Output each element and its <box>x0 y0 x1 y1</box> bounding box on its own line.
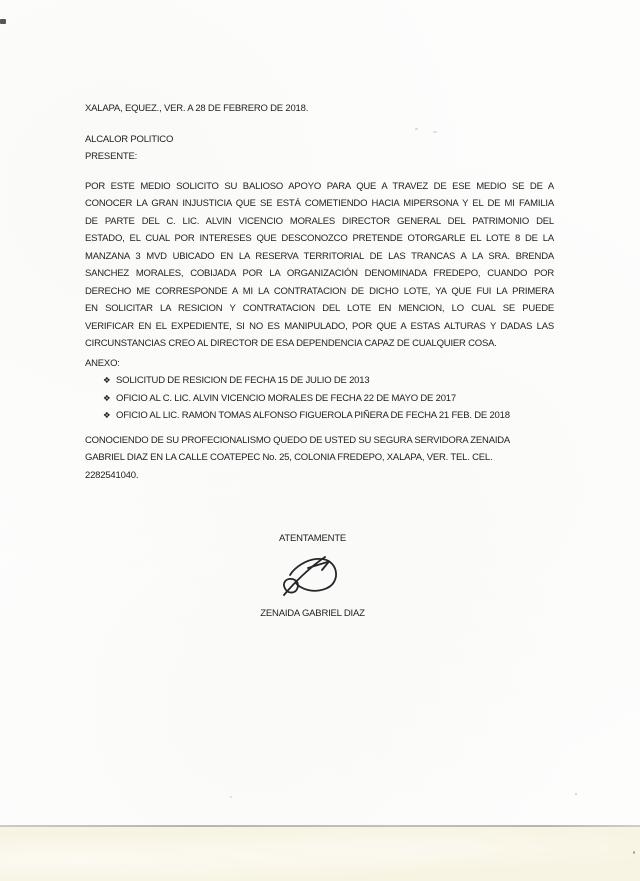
annex-item-text: OFICIO AL C. LIC. ALVIN VICENCIO MORALES DE FECHA 22 DE MAYO DE 2017 <box>116 392 456 404</box>
diamond-bullet-icon: ❖ <box>103 375 111 385</box>
salutation: PRESENTE: <box>85 151 138 162</box>
body-line: POR ESTE MEDIO SOLICITO SU BALIOSO APOYO PARA QUE A TRAVEZ DE ESE MEDIO SE DE A <box>85 180 554 192</box>
scan-speck <box>575 793 577 795</box>
recipient-name: ALCALOR POLITICO <box>85 133 174 145</box>
scan-speck <box>415 128 418 130</box>
body-line: MANZANA 3 MVD UBICADO EN LA RESERVA TERRITORIAL DE LAS TRANCAS A LA SRA. BRENDA <box>85 250 554 262</box>
body-line: DE PARTE DEL C. LIC. ALVIN VICENCIO MORALES DIRECTOR GENERAL DEL PATRIMONIO DEL <box>85 215 554 227</box>
scan-speck <box>633 851 635 854</box>
scan-speck <box>433 131 437 133</box>
scan-edge-mark <box>0 19 6 24</box>
diamond-bullet-icon: ❖ <box>103 410 111 420</box>
body-line: VERIFICAR EN EL EXPEDIENTE, SI NO ES MANIPULADO, POR QUE A ESTAS ALTURAS Y DADAS LAS <box>85 320 554 332</box>
closing-line: CONOCIENDO DE SU PROFECIONALISMO QUEDO DE USTED SU SEGURA SERVIDORA ZENAIDA <box>85 434 511 446</box>
closing-paragraph <box>85 432 554 485</box>
closing-line: 2282541040. <box>85 469 139 481</box>
body-line: CIRCUNSTANCIAS CREO AL DIRECTOR DE ESA DEPENDENCIA CAPAZ DE CUALQUIER COSA. <box>85 338 497 349</box>
scan-speck <box>230 796 232 798</box>
annex-item <box>85 372 554 390</box>
body-paragraph <box>85 178 554 353</box>
date-line: XALAPA, EQUEZ., VER. A 28 DE FEBRERO DE 2018. <box>85 103 309 114</box>
closing-salutation: ATENTAMENTE <box>278 533 347 544</box>
annex-item-text: OFICIO AL LIC. RAMON TOMAS ALFONSO FIGUEROLA PIÑERA DE FECHA 21 FEB. DE 2018 <box>116 410 510 421</box>
signature-name: ZENAIDA GABRIEL DIAZ <box>260 607 365 619</box>
page-fold-line <box>0 825 640 827</box>
body-line: CONOCER LA GRAN INJUSTICIA QUE SE ESTÁ COMETIENDO HACIA MIPERSONA Y EL DE MI FAMILIA <box>85 198 554 209</box>
body-line: EN SOLICITAR LA RESICION Y CONTRATACION DEL LOTE EN MENCION, LO CUAL SE PUEDE <box>85 303 554 314</box>
annex-label: ANEXO: <box>85 357 120 369</box>
annex-item <box>85 407 554 425</box>
closing-line: GABRIEL DIAZ EN LA CALLE COATEPEC No. 25, COLONIA FREDEPO, XALAPA, VER. TEL. CEL. <box>85 452 493 463</box>
annex-item <box>85 390 554 408</box>
recipient-block <box>85 131 554 166</box>
diamond-bullet-icon: ❖ <box>103 392 111 403</box>
body-line: SANCHEZ MORALES, COBIJADA POR LA ORGANIZACIÓN DENOMINADA FREDEPO, CUANDO POR <box>85 268 554 279</box>
body-line: ESTADO, EL CUAL POR INTERESES QUE DESCONOZCO PRETENDE OTORGARLE EL LOTE 8 DE LA <box>85 233 554 244</box>
scanner-bed-strip <box>0 827 640 881</box>
body-line: DERECHO ME CORRESPONDE A MI LA CONTRATACION DE DICHO LOTE, YA QUE FUI LA PRIMERA <box>85 285 554 297</box>
signature-area <box>85 554 554 598</box>
annex-item-text: SOLICITUD DE RESICION DE FECHA 15 DE JULIO DE 2013 <box>116 375 370 386</box>
signature-scribble-icon <box>281 554 345 596</box>
annex-list <box>85 372 554 425</box>
